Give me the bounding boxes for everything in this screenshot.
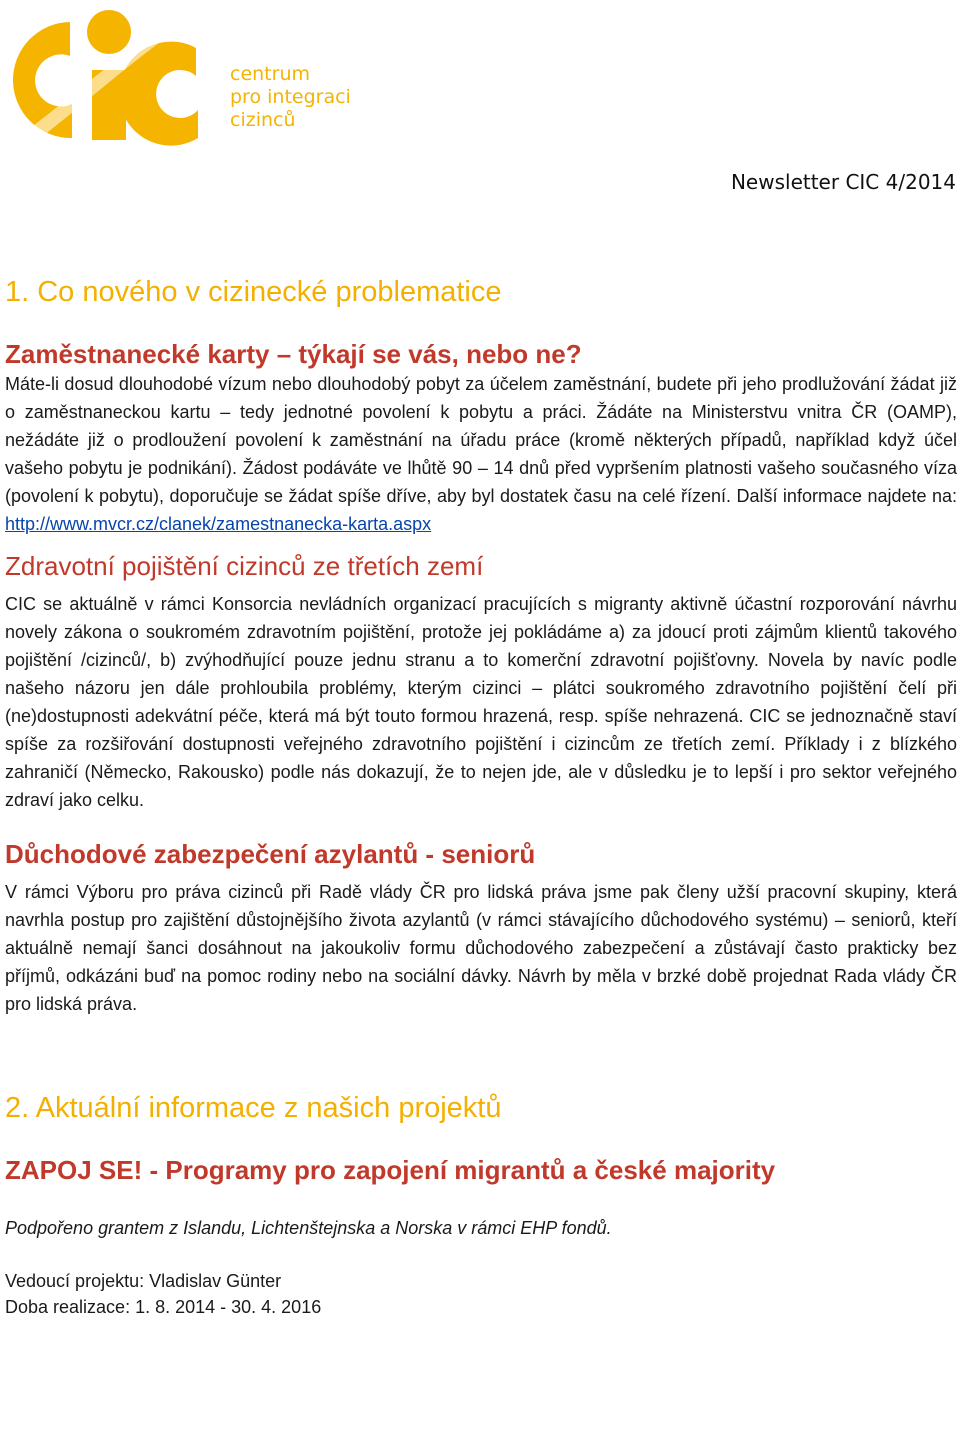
section-1-title: 1. Co nového v cizinecké problematice — [5, 276, 502, 308]
document-body — [5, 274, 957, 1320]
section-2-title: 2. Aktuální informace z našich projektů — [5, 1092, 502, 1124]
article-3-body: V rámci Výboru pro práva cizinců při Radě vlády ČR pro lidská práva jsme pak členy užší pracovní skupiny, která navrhla postup pro zajištění důstojnějšího života azylantů (v rámci stávajícího důchodového systému) – seniorů, kteří aktuálně nemají šanci dosáhnout na jakoukoliv formu důchodového zabezpečení a zůstávají často prakticky bez příjmů, odkázáni buď na pomoc rodiny nebo na sociální dávky. Návrh by měla v brzké době projednat Rada vlády ČR pro lidská práva. — [5, 882, 957, 1014]
article-2-body: CIC se aktuálně v rámci Konsorcia nevládních organizací pracujících s migranty aktivně účastní rozporování návrhu novely zákona o soukromém zdravotním pojištění, protože jej pokládáme a) za jdoucí proti zájmům klientů takového pojištění /cizinců/, b) zvýhodňující pouze jednu stranu a to komerční zdravotní pojišťovny. Novela by navíc podle našeho názoru jen dále prohloubila problémy, kterým cizinci – plátci soukromého zdravotního pojištění čelí při (ne)dostupnosti adekvátní péče, která má být touto formou hrazená, resp. spíše nehrazená. CIC se jednoznačně staví spíše za rozšiřování dostupnosti veřejného zdravotního pojištění i cizincům ze třetích zemí. Příklady i z blízkého zahraničí (Německo, Rakousko) podle nás dokazují, že to nejen jde, ale v důsledku je to lepší i pro sektor veřejného zdraví jako celku. — [5, 594, 957, 810]
logo-line-1: centrum — [230, 63, 310, 85]
article-3-title: Důchodové zabezpečení azylantů - seniorů — [5, 839, 536, 869]
article-1-body — [5, 370, 957, 538]
article-2-title: Zdravotní pojištění cizinců ze třetích zemí — [5, 551, 484, 581]
logo-line-2: pro integraci — [230, 86, 351, 108]
grant-note: Podpořeno grantem z Islandu, Lichtenštejnska a Norska v rámci EHP fondů. — [5, 1218, 612, 1238]
project-lead: Vedoucí projektu: Vladislav Günter — [5, 1271, 282, 1291]
article-1-title: Zaměstnanecké karty – týkají se vás, nebo ne? — [5, 339, 582, 369]
article-1-text: Máte-li dosud dlouhodobé vízum nebo dlouhodobý pobyt za účelem zaměstnání, budete při jeho prodlužování žádat již o zaměstnaneckou kartu – tedy jednotné povolení k pobytu a práci. Žádáte na Ministerstvu vnitra ČR (OAMP), nežádáte již o prodloužení povolení k zaměstnání na úřadu práce (kromě některých případů, například když účel vašeho pobytu je podnikání). Žádost podáváte ve lhůtě 90 – 14 dnů před vypršením platnosti vašeho současného víza (povolení k pobytu), doporučuje se žádat spíše dříve, aby byl dostatek času na celé řízení. Další informace najdete na: — [5, 374, 957, 506]
newsletter-title: Newsletter CIC 4/2014 — [730, 170, 956, 194]
project-period: Doba realizace: 1. 8. 2014 - 30. 4. 2016 — [5, 1297, 322, 1317]
logo-line-3: cizinců — [230, 109, 296, 131]
project-title: ZAPOJ SE! - Programy pro zapojení migrantů a české majority — [5, 1155, 776, 1185]
mvcr-link[interactable]: http://www.mvcr.cz/clanek/zamestnanecka-karta.aspx — [5, 514, 432, 534]
logo-wordmark — [230, 63, 351, 132]
